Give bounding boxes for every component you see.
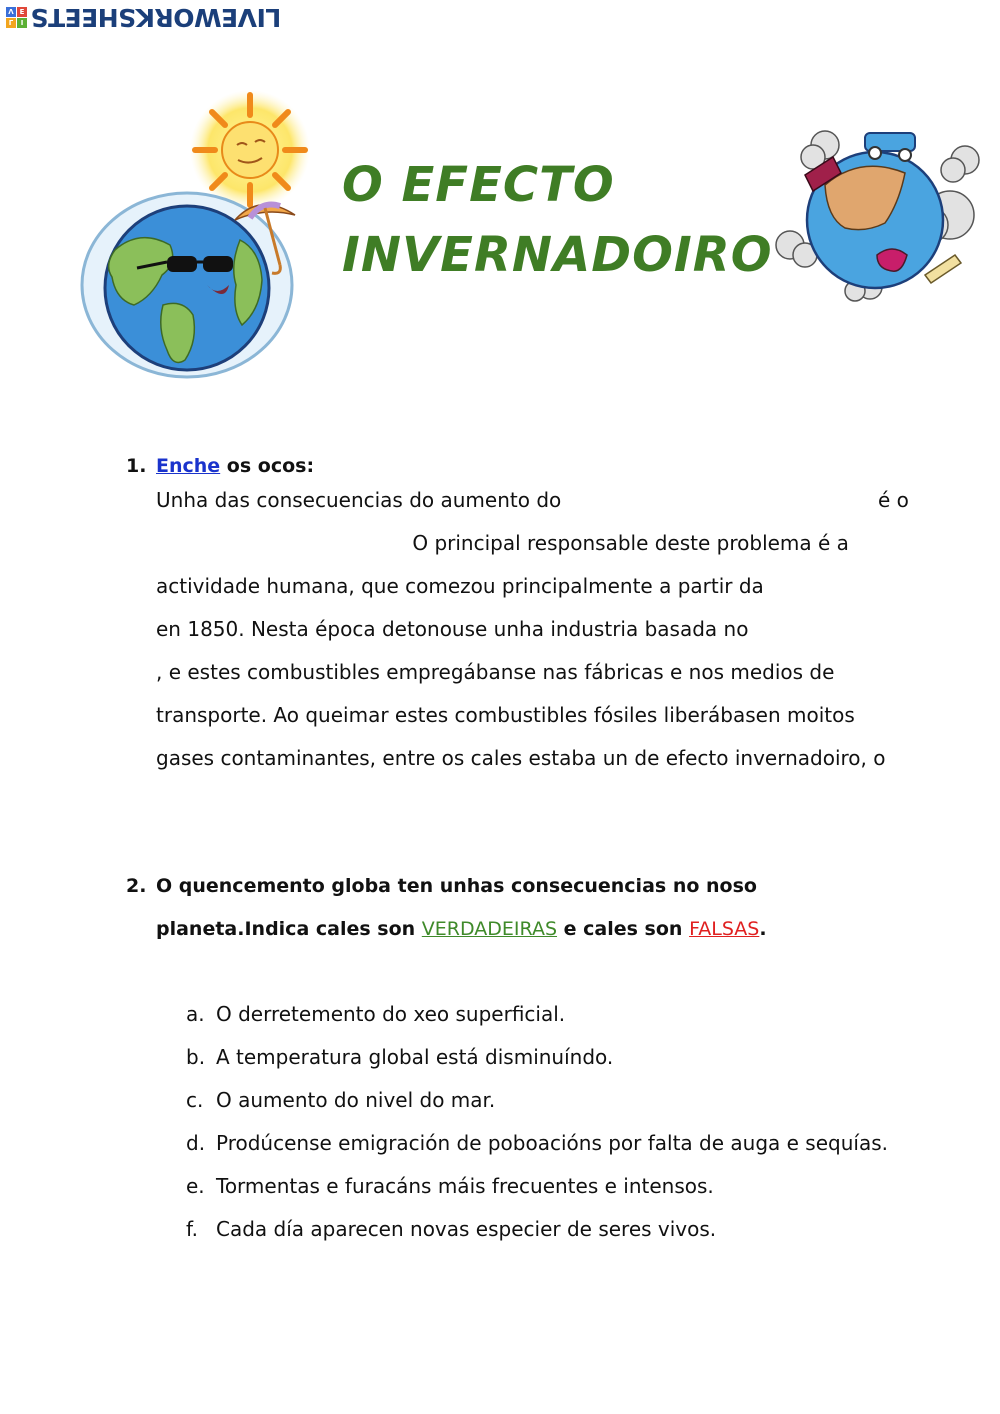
line-text: O principal responsable deste problema é a	[412, 531, 849, 555]
statement-item-b[interactable]	[186, 1045, 613, 1069]
statement-item-f[interactable]	[186, 1217, 716, 1241]
item-letter: f.	[186, 1217, 198, 1241]
item-letter: c.	[186, 1088, 204, 1112]
paragraph-line-6	[156, 703, 855, 727]
title-line-2: INVERNADOIRO	[342, 227, 773, 283]
item-text: Prodúcense emigración de poboacións por falta de auga e sequías.	[216, 1131, 888, 1155]
paragraph-line-7	[156, 746, 936, 770]
question-2-heading	[126, 874, 757, 898]
logo-tile: Ι	[17, 18, 27, 28]
item-text: A temperatura global está disminuíndo.	[216, 1045, 614, 1069]
paragraph-line-5	[156, 660, 834, 684]
item-letter: d.	[186, 1131, 206, 1155]
statement-item-e[interactable]	[186, 1174, 714, 1198]
line-text: Unha das consecuencias do aumento do	[156, 488, 562, 512]
paragraph-line-4	[156, 617, 899, 641]
blank-input-3[interactable]	[770, 574, 904, 598]
question-2-heading-line-2	[156, 917, 767, 941]
question-text: e cales son	[557, 918, 690, 940]
polluted-earth-icon	[765, 115, 990, 310]
instruction-text: os ocos:	[220, 455, 315, 477]
happy-earth-with-sun-icon	[75, 90, 325, 390]
line-text: actividade humana, que comezou principalmente a partir da	[156, 574, 764, 598]
question-1-heading	[126, 455, 314, 477]
title-line-1: O EFECTO	[342, 157, 615, 213]
line-text: gases contaminantes, entre os cales estaba un de efecto invernadoiro, o	[156, 746, 886, 770]
logo-tiles-icon	[6, 7, 27, 28]
paragraph-line-2	[156, 531, 849, 555]
line-text: en 1850. Nesta época detonouse unha industria basada no	[156, 617, 749, 641]
blank-input-4[interactable]	[755, 617, 899, 641]
page-title	[342, 150, 773, 290]
question-text: O quencemento globa ten unhas consecuencias no noso	[156, 875, 757, 897]
logo-tile: Λ	[6, 7, 16, 17]
item-letter: e.	[186, 1174, 205, 1198]
statement-item-a[interactable]	[186, 1002, 565, 1026]
logo-text: LIVEWORKSHEETS	[31, 2, 282, 32]
blank-input-5[interactable]	[892, 746, 936, 770]
item-text: O derretemento do xeo superficial.	[216, 1002, 566, 1026]
item-text: Tormentas e furacáns máis frecuentes e intensos.	[216, 1174, 714, 1198]
liveworksheets-logo	[6, 4, 281, 30]
paragraph-line-1	[156, 488, 909, 512]
item-text: O aumento do nivel do mar.	[216, 1088, 496, 1112]
statement-item-c[interactable]	[186, 1088, 495, 1112]
instruction-verb: Enche	[156, 455, 221, 477]
question-number: 1.	[126, 455, 147, 477]
paragraph-line-3	[156, 574, 904, 598]
item-letter: b.	[186, 1045, 206, 1069]
logo-tile: Γ	[6, 18, 16, 28]
false-label: FALSAS	[689, 918, 760, 940]
line-text: transporte. Ao queimar estes combustibles fósiles liberábasen moitos	[156, 703, 855, 727]
item-letter: a.	[186, 1002, 205, 1026]
line-text: , e estes combustibles empregábanse nas fábricas e nos medios de	[156, 660, 835, 684]
line-text: é o	[877, 488, 909, 512]
true-label: VERDADEIRAS	[421, 918, 558, 940]
question-number: 2.	[126, 875, 147, 897]
question-text: .	[759, 918, 767, 940]
item-text: Cada día aparecen novas especier de seres vivos.	[216, 1217, 717, 1241]
logo-tile: Ε	[17, 7, 27, 17]
statement-item-d[interactable]	[186, 1131, 888, 1155]
blank-input-2[interactable]	[156, 531, 406, 555]
blank-input-1[interactable]	[568, 488, 872, 512]
question-text: planeta.Indica cales son	[156, 918, 422, 940]
